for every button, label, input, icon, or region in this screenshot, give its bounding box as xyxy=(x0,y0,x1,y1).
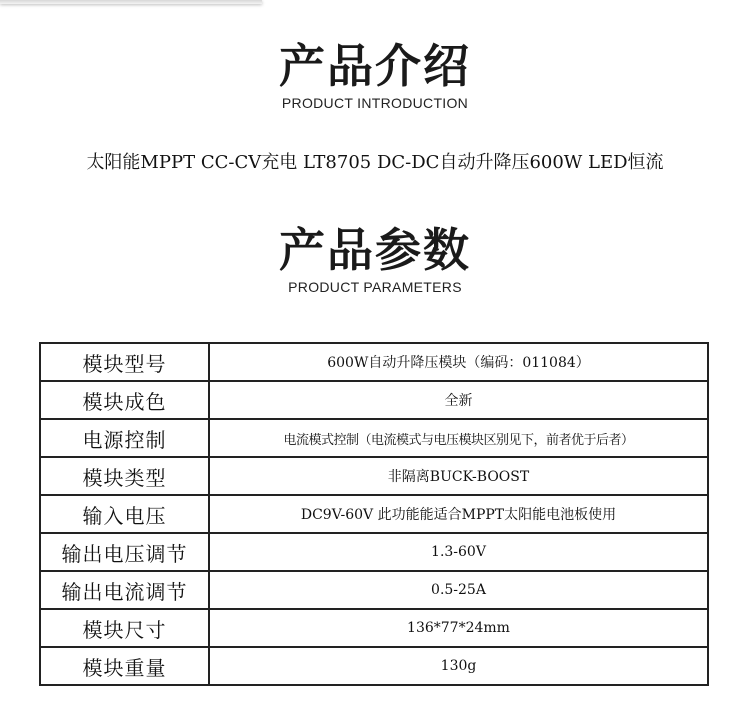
table-row xyxy=(40,571,708,609)
param-label: 输出电流调节 xyxy=(40,571,209,609)
param-label: 模块尺寸 xyxy=(40,609,209,647)
param-value: 0.5-25A xyxy=(209,571,708,609)
params-title: 产品参数 xyxy=(279,223,471,277)
param-value: 电流模式控制（电流模式与电压模块区别见下，前者优于后者） xyxy=(209,419,708,457)
product-name: 太阳能MPPT CC-CV充电 LT8705 DC-DC自动升降压600W LED恒流 xyxy=(86,152,664,173)
table-row xyxy=(40,457,708,495)
param-label: 输出电压调节 xyxy=(40,533,209,571)
param-value: DC9V-60V 此功能能适合MPPT太阳能电池板使用 xyxy=(209,495,708,533)
param-label: 模块型号 xyxy=(40,343,209,381)
param-label: 模块重量 xyxy=(40,647,209,685)
top-edge-bar xyxy=(0,0,262,4)
params-subtitle: PRODUCT PARAMETERS xyxy=(288,279,462,295)
table-row xyxy=(40,495,708,533)
parameters-table xyxy=(39,342,709,686)
param-label: 模块类型 xyxy=(40,457,209,495)
intro-subtitle: PRODUCT INTRODUCTION xyxy=(281,95,469,111)
param-value: 非隔离BUCK-BOOST xyxy=(209,457,708,495)
param-value: 1.3-60V xyxy=(209,533,708,571)
param-label: 电源控制 xyxy=(40,419,209,457)
param-value: 130g xyxy=(209,647,708,685)
param-value: 136*77*24mm xyxy=(209,609,708,647)
table-row xyxy=(40,609,708,647)
table-row xyxy=(40,419,708,457)
param-value: 全新 xyxy=(209,381,708,419)
table-row xyxy=(40,343,708,381)
table-row xyxy=(40,381,708,419)
table-row xyxy=(40,647,708,685)
param-value: 600W自动升降压模块（编码：011084） xyxy=(209,343,708,381)
table-row xyxy=(40,533,708,571)
param-label: 模块成色 xyxy=(40,381,209,419)
intro-title: 产品介绍 xyxy=(279,39,471,93)
param-label: 输入电压 xyxy=(40,495,209,533)
